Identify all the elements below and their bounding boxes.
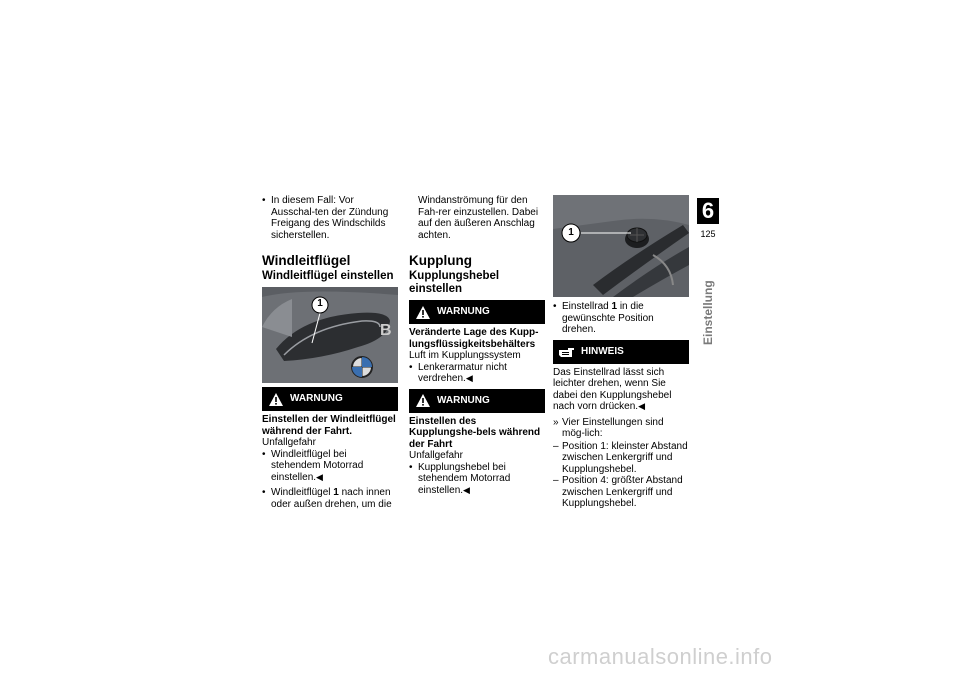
warning-triangle-icon <box>409 306 437 319</box>
subsection-title-kupplungshebel-einstellen: Kupplungshebel einstellen <box>409 270 500 295</box>
step-prefix: Einstellrad <box>562 301 609 312</box>
column-right <box>553 195 689 510</box>
option-position-1: – Position 1: kleinster Abstand zwischen Lenkergriff und Kupplungshebel. <box>553 441 689 476</box>
option-position-4: – Position 4: größter Abstand zwischen Lenkergriff und Kupplungshebel. <box>553 475 689 510</box>
step-ref: 1 <box>333 487 339 498</box>
warning-bullet <box>262 449 398 484</box>
warning-title-2: Einstellen des Kupplungshe-bels während der Fahrt <box>409 415 541 450</box>
warning-banner-2 <box>409 389 545 413</box>
options-intro: » Vier Einstellungen sind mög-lich: <box>553 417 689 440</box>
chapter-title-vertical: Einstellung <box>701 280 715 345</box>
section-title-kupplung: Kupplung <box>409 253 472 268</box>
warning-label: WARNUNG <box>290 393 343 405</box>
end-marker: ◀ <box>465 373 473 383</box>
end-marker: ◀ <box>638 401 645 411</box>
continuation-text: Windanströmung für den Fah-rer einzustellen. Dabei auf den äußeren Anschlag achten. <box>418 195 539 241</box>
warning-bullet-2-text: Kupplungshebel bei stehendem Motorrad einstellen. <box>418 461 511 496</box>
photo-callout-1: 1 <box>568 227 574 238</box>
warning-banner <box>262 387 398 411</box>
kupplungshebel-illustration <box>553 195 689 297</box>
note-text <box>553 367 689 413</box>
page-number: 125 <box>700 229 716 239</box>
svg-text:B: B <box>380 322 392 339</box>
kupplungshebel-photo <box>553 195 689 297</box>
column-left <box>262 195 398 514</box>
warning-text: Unfallgefahr <box>262 437 316 448</box>
note-banner <box>553 340 689 364</box>
step-bullet <box>553 301 689 336</box>
intro-bullet: • In diesem Fall: Vor Ausschal-ten der Zündung Freigang des Windschilds sicherstellen. <box>262 195 398 241</box>
warning-label-1: WARNUNG <box>437 306 490 318</box>
step-suffix: in die gewünschte Position drehen. <box>562 301 654 335</box>
end-marker: ◀ <box>463 484 470 495</box>
column-middle <box>409 195 545 500</box>
step-bullet <box>262 487 398 510</box>
warning-bullet-1 <box>409 362 545 385</box>
pointing-hand-icon <box>553 346 581 358</box>
photo-callout-1: 1 <box>317 298 323 309</box>
warning-triangle-icon <box>409 394 437 407</box>
chapter-number-tab: 6 <box>697 198 719 224</box>
windleitfluegel-illustration <box>262 287 398 383</box>
warning-title-1: Veränderte Lage des Kupp-lungsflüssigkeitsbehälters <box>409 327 539 350</box>
subsection-title-windleitfluegel-einstellen: Windleitflügel einstellen <box>262 270 394 282</box>
warning-triangle-icon <box>262 393 290 406</box>
watermark: carmanualsonline.info <box>548 644 773 669</box>
warning-bullet-1-text: Lenkerarmatur nicht verdrehen. <box>418 361 507 384</box>
warning-bullet-2 <box>409 462 545 497</box>
warning-text-1: Luft im Kupplungssystem <box>409 350 521 361</box>
warning-title: Einstellen der Windleitflügel während der Fahrt. <box>262 414 396 437</box>
warning-text-2: Unfallgefahr <box>409 450 463 461</box>
warning-label-2: WARNUNG <box>437 394 490 406</box>
note-text-body: Das Einstellrad lässt sich leichter drehen, wenn Sie dabei den Kupplungshebel nach vorn drücken. <box>553 366 672 412</box>
step-ref: 1 <box>611 301 618 312</box>
step-suffix: nach innen oder außen drehen, um die <box>271 487 392 510</box>
end-marker: ◀ <box>316 471 323 482</box>
warning-banner-1 <box>409 300 545 324</box>
warning-bullet-text: Windleitflügel bei stehendem Motorrad einstellen. <box>271 448 364 483</box>
windleitfluegel-photo <box>262 287 398 383</box>
step-prefix: Windleitflügel <box>271 487 331 498</box>
note-label: HINWEIS <box>581 345 624 357</box>
section-title-windleitfluegel: Windleitflügel <box>262 253 351 268</box>
